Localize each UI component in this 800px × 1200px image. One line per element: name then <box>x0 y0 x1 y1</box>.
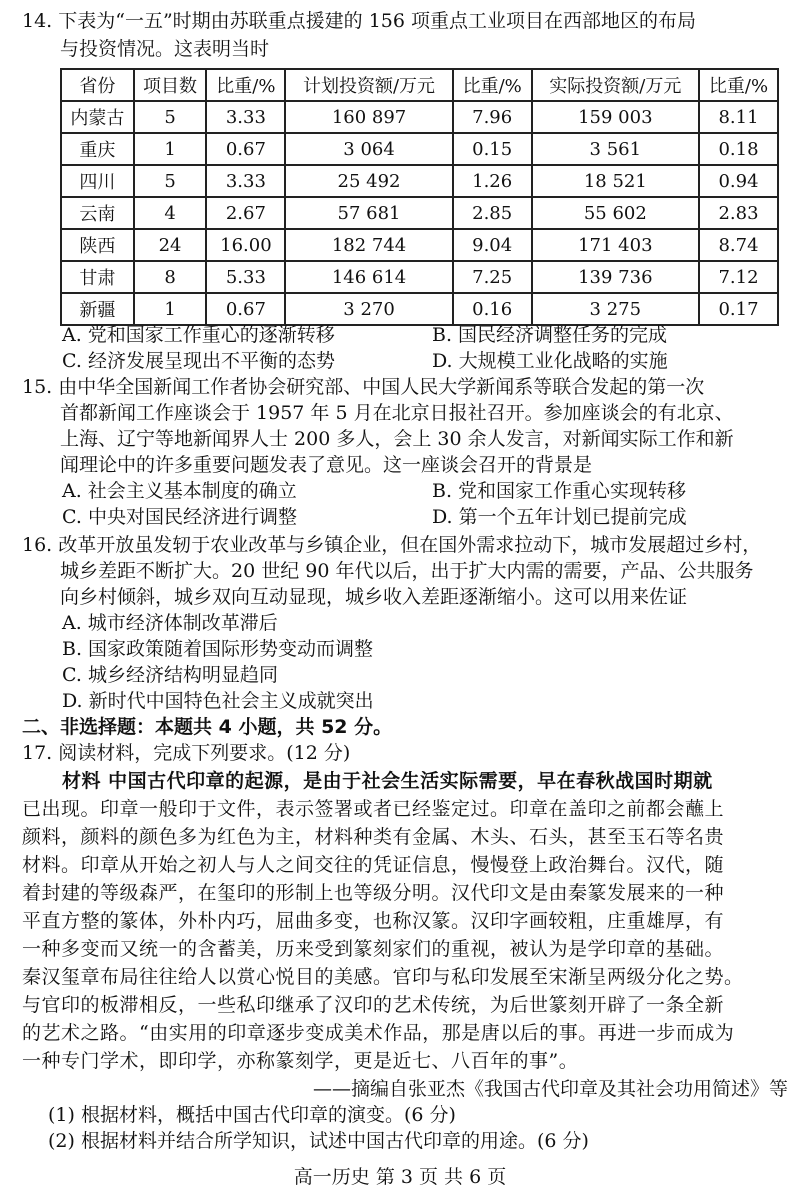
table-cell: 25 492 <box>285 165 452 197</box>
q17-subquestion-1: (1) 根据材料，概括中国古代印章的演变。(6 分) <box>48 1104 456 1126</box>
table-cell: 3.33 <box>206 165 285 197</box>
table-cell: 7.25 <box>453 261 532 293</box>
q17-material-line: 已出现。印章一般印于文件，表示签署或者已经鉴定过。印章在盖印之前都会蘸上 <box>22 798 725 820</box>
q16-option-d: D. 新时代中国特色社会主义成就突出 <box>62 690 374 712</box>
table-cell: 3 561 <box>532 133 699 165</box>
table-cell: 3 064 <box>285 133 452 165</box>
q17-material-line: 的艺术之路。“由实用的印章逐步变成美术作品，那是唐以后的事。再进一步而成为 <box>22 1022 735 1044</box>
q15-stem-line1: 15. 由中华全国新闻工作者协会研究部、中国人民大学新闻系等联合发起的第一次 <box>22 376 705 398</box>
table-cell: 陕西 <box>61 229 134 261</box>
q16-option-c: C. 城乡经济结构明显趋同 <box>62 664 278 686</box>
table-cell: 57 681 <box>285 197 452 229</box>
q14-stem-line1: 14. 下表为“一五”时期由苏联重点援建的 156 项重点工业项目在西部地区的布局 <box>22 10 697 32</box>
q17-material-line: 平直方整的篆体，外朴内巧，屈曲多变，也称汉篆。汉印字画较粗，庄重雄厚，有 <box>22 910 725 932</box>
table-cell: 5 <box>134 165 207 197</box>
table-cell: 1 <box>134 133 207 165</box>
table-cell: 四川 <box>61 165 134 197</box>
table-cell: 3 275 <box>532 293 699 325</box>
table-cell: 7.12 <box>699 261 778 293</box>
table-row <box>61 293 778 325</box>
table-cell: 9.04 <box>453 229 532 261</box>
table-cell: 159 003 <box>532 101 699 133</box>
table-cell: 2.67 <box>206 197 285 229</box>
table-cell: 1.26 <box>453 165 532 197</box>
table-cell: 182 744 <box>285 229 452 261</box>
q16-stem-line1: 16. 改革开放虽发轫于农业改革与乡镇企业，但在国外需求拉动下，城市发展超过乡村， <box>22 534 762 556</box>
table-cell: 新疆 <box>61 293 134 325</box>
table-row <box>61 197 778 229</box>
table-cell: 8.74 <box>699 229 778 261</box>
table-cell: 4 <box>134 197 207 229</box>
table-header: 比重/% <box>453 69 532 101</box>
q17-material-line: 材料 中国古代印章的起源，是由于社会生活实际需要，早在春秋战国时期就 <box>62 770 713 792</box>
table-cell: 内蒙古 <box>61 101 134 133</box>
table-cell: 0.67 <box>206 133 285 165</box>
q16-stem-line2: 城乡差距不断扩大。20 世纪 90 年代以后，出于扩大内需的需要，产品、公共服务 <box>60 560 754 582</box>
table-row <box>61 229 778 261</box>
q17-source: ——摘编自张亚杰《我国古代印章及其社会功用简述》等 <box>313 1078 789 1100</box>
q17-material-line: 一种多变而又统一的含蓄美，历来受到篆刻家们的重视，被认为是学印章的基础。 <box>22 938 725 960</box>
q15-stem-line4: 闻理论中的许多重要问题发表了意见。这一座谈会召开的背景是 <box>60 454 593 476</box>
q15-option-d: D. 第一个五年计划已提前完成 <box>432 506 687 528</box>
q17-material-line: 材料。印章从开始之初人与人之间交往的凭证信息，慢慢登上政治舞台。汉代，随 <box>22 854 725 876</box>
table-cell: 0.94 <box>699 165 778 197</box>
table-cell: 160 897 <box>285 101 452 133</box>
table-cell: 171 403 <box>532 229 699 261</box>
q15-option-a: A. 社会主义基本制度的确立 <box>62 480 297 502</box>
table-header: 省份 <box>61 69 134 101</box>
q15-option-b: B. 党和国家工作重心实现转移 <box>432 480 687 502</box>
table-cell: 3 270 <box>285 293 452 325</box>
q17-material-line: 颜料，颜料的颜色多为红色为主，材料种类有金属、木头、石头，甚至玉石等名贵 <box>22 826 725 848</box>
table-cell: 7.96 <box>453 101 532 133</box>
table-header: 实际投资额/万元 <box>532 69 699 101</box>
table-row <box>61 165 778 197</box>
q14-option-d: D. 大规模工业化战略的实施 <box>432 350 668 372</box>
table-cell: 2.85 <box>453 197 532 229</box>
q17-material-line: 秦汉玺章布局往往给人以赏心悦目的美感。官印与私印发展至宋渐呈两级分化之势。 <box>22 966 744 988</box>
table-cell: 0.16 <box>453 293 532 325</box>
q14-stem-line2: 与投资情况。这表明当时 <box>60 38 270 60</box>
q16-option-a: A. 城市经济体制改革滞后 <box>62 612 278 634</box>
table-row <box>61 261 778 293</box>
q15-stem-line3: 上海、辽宁等地新闻界人士 200 多人，会上 30 余人发言，对新闻实际工作和新 <box>60 428 734 450</box>
table-cell: 8.11 <box>699 101 778 133</box>
table-cell: 重庆 <box>61 133 134 165</box>
table-cell: 0.18 <box>699 133 778 165</box>
section-2-heading: 二、非选择题：本题共 4 小题，共 52 分。 <box>22 716 393 738</box>
table-header: 项目数 <box>134 69 207 101</box>
table-cell: 1 <box>134 293 207 325</box>
table-cell: 146 614 <box>285 261 452 293</box>
table-row <box>61 101 778 133</box>
table-header: 比重/% <box>699 69 778 101</box>
table-header-row <box>61 69 778 101</box>
q16-stem-line3: 向乡村倾斜，城乡双向互动显现，城乡收入差距逐渐缩小。这可以用来佐证 <box>60 586 688 608</box>
table-cell: 0.17 <box>699 293 778 325</box>
table-header: 计划投资额/万元 <box>285 69 452 101</box>
q17-subquestion-2: (2) 根据材料并结合所学知识，试述中国古代印章的用途。(6 分) <box>48 1130 589 1152</box>
q17-material-line: 着封建的等级森严，在玺印的形制上也等级分明。汉代印文是由秦篆发展来的一种 <box>22 882 725 904</box>
q15-option-c: C. 中央对国民经济进行调整 <box>62 506 297 528</box>
q17-material-line: 一种专门学术，即印学，亦称篆刻学，更是近七、八百年的事”。 <box>22 1050 579 1072</box>
table-row <box>61 133 778 165</box>
q14-option-b: B. 国民经济调整任务的完成 <box>432 324 668 346</box>
q14-option-c: C. 经济发展呈现出不平衡的态势 <box>62 350 335 372</box>
table-cell: 8 <box>134 261 207 293</box>
table-cell: 24 <box>134 229 207 261</box>
q17-material-line: 与官印的板滞相反，一些私印继承了汉印的艺术传统，为后世篆刻开辟了一条全新 <box>22 994 725 1016</box>
table-cell: 5.33 <box>206 261 285 293</box>
q14-option-a: A. 党和国家工作重心的逐渐转移 <box>62 324 335 346</box>
q14-table <box>60 68 779 326</box>
table-cell: 139 736 <box>532 261 699 293</box>
table-cell: 云南 <box>61 197 134 229</box>
table-cell: 2.83 <box>699 197 778 229</box>
table-cell: 55 602 <box>532 197 699 229</box>
q15-stem-line2: 首都新闻工作座谈会于 1957 年 5 月在北京日报社召开。参加座谈会的有北京、 <box>60 402 734 424</box>
table-cell: 18 521 <box>532 165 699 197</box>
table-cell: 5 <box>134 101 207 133</box>
q17-stem: 17. 阅读材料，完成下列要求。(12 分) <box>22 742 351 764</box>
table-cell: 0.67 <box>206 293 285 325</box>
table-cell: 甘肃 <box>61 261 134 293</box>
page-footer: 高一历史 第 3 页 共 6 页 <box>293 1166 507 1188</box>
table-cell: 3.33 <box>206 101 285 133</box>
table-cell: 16.00 <box>206 229 285 261</box>
table-cell: 0.15 <box>453 133 532 165</box>
q16-option-b: B. 国家政策随着国际形势变动而调整 <box>62 638 374 660</box>
table-header: 比重/% <box>206 69 285 101</box>
